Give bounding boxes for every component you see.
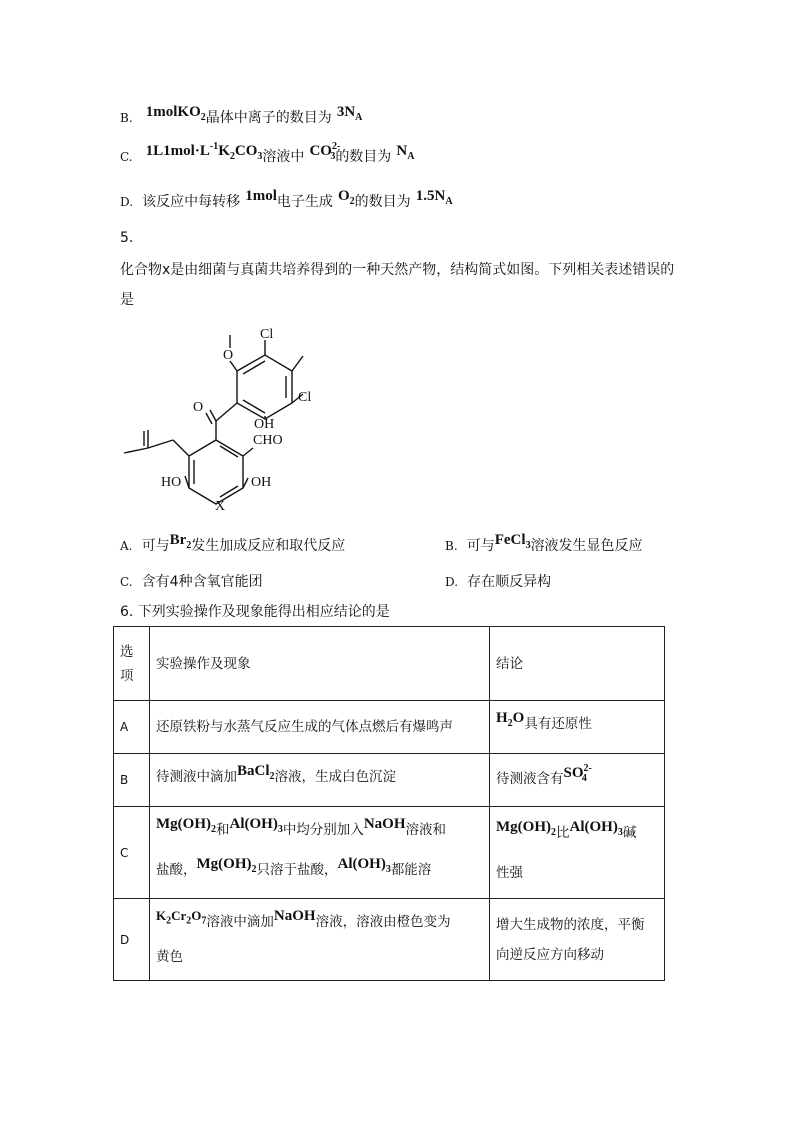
q5-option-a: [120, 532, 346, 557]
option-text: 溶液中: [262, 149, 305, 165]
q4-option-b: [120, 104, 363, 129]
option-text: 存在顺反异构: [467, 574, 552, 590]
row-conclusion: $Mg(OH)_2$比$Al(OH)_3$碱 性强: [490, 807, 665, 899]
header-operation: 实验操作及现象: [150, 627, 490, 701]
option-letter: C.: [120, 575, 133, 589]
formula-br2: $Br_2$: [169, 532, 192, 551]
option-text: 可与: [141, 538, 170, 554]
table-row: [114, 899, 665, 981]
row-conclusion: 待测液含有$SO^{2-}_4$: [490, 754, 665, 807]
formula-h2o: $H_2O$: [496, 710, 525, 729]
q4-option-d: [120, 188, 453, 213]
option-text-2: 的数目为: [335, 149, 392, 165]
question-6-stem: 6. 下列实验操作及现象能得出相应结论的是: [120, 604, 390, 620]
compound-x-structure: [115, 318, 345, 523]
table-header-row: [114, 627, 665, 701]
formula-1mol-ko2: 1molKO$_2$: [145, 104, 206, 123]
formula-1-5na: $1.5N_A$: [415, 188, 453, 207]
label-methoxy-o: O: [223, 348, 234, 363]
label-cho: CHO: [253, 433, 283, 448]
question-5-number: 5.: [120, 230, 134, 246]
option-letter: A.: [120, 539, 133, 553]
label-oh-mid: OH: [254, 417, 275, 432]
formula-o2: $O_2$: [337, 188, 355, 207]
label-compound-x: X: [215, 499, 226, 514]
option-text-2: 发生加成反应和取代反应: [191, 538, 346, 554]
formula-mgoh2: $Mg(OH)_2$: [156, 815, 216, 835]
structure-bonds: [124, 335, 303, 504]
option-text: 含有4种含氧官能团: [141, 574, 263, 590]
label-ho-left: HO: [161, 475, 182, 490]
formula-mgoh2: $Mg(OH)_2$: [496, 818, 556, 838]
formula-mgoh2: $Mg(OH)_2$: [196, 855, 257, 875]
row-operation: 还原铁粉与水蒸气反应生成的气体点燃后有爆鸣声: [150, 701, 490, 754]
q4-option-c: [120, 141, 415, 168]
formula-aloh3: $Al(OH)_3$: [569, 818, 623, 838]
row-label: D: [114, 899, 150, 981]
label-oh-right: OH: [251, 475, 272, 490]
option-letter: B.: [445, 539, 458, 553]
formula-bacl2: BaCl$_2$: [237, 763, 275, 782]
option-text: 晶体中离子的数目为: [205, 110, 332, 126]
formula-aloh3: $Al(OH)_3$: [229, 815, 283, 835]
row-conclusion: 增大生成物的浓度，平衡 向逆反应方向移动: [490, 899, 665, 981]
question-5-stem-line1: 化合物x是由细菌与真菌共培养得到的一种天然产物，结构简式如图。下列相关表述错误的: [120, 262, 675, 278]
option-letter: D.: [445, 575, 459, 589]
row-conclusion: $H_2O$具有还原性: [490, 701, 665, 754]
row-label: B: [114, 754, 150, 807]
formula-1mol: 1mol: [245, 188, 277, 204]
formula-3na: $3N_A$: [336, 104, 363, 123]
header-option: 选项: [114, 627, 150, 701]
formula-k2cr2o7: $K_2Cr_2O_7$: [156, 907, 207, 927]
row-label: A: [114, 701, 150, 754]
option-text-3: 的数目为: [354, 194, 411, 210]
row-label: C: [114, 807, 150, 899]
header-conclusion: 结论: [490, 627, 665, 701]
q5-option-d: [445, 571, 551, 591]
formula-aloh3: $Al(OH)_3$: [337, 855, 391, 875]
formula-fecl3: FeCl$_3$: [494, 532, 531, 551]
q5-option-b: [445, 532, 643, 557]
option-letter: D.: [120, 195, 134, 209]
option-letter: C.: [120, 150, 133, 164]
formula-k2co3-solution: $1L1mol\cdot L^{-1}K_2CO_3$: [145, 141, 263, 162]
option-letter: B.: [120, 111, 133, 125]
table-row: [114, 754, 665, 807]
question-5-stem-line2: 是: [120, 292, 134, 308]
option-text: 可与: [466, 538, 495, 554]
table-row: [114, 807, 665, 899]
formula-na: $N_A$: [396, 143, 415, 162]
row-operation: $Mg(OH)_2$和$Al(OH)_3$中均分别加入NaOH溶液和 盐酸，$Mg(OH)_2$只溶于盐酸，$Al(OH)_3$都能溶: [150, 807, 490, 899]
option-text-2: 电子生成: [276, 194, 333, 210]
q5-option-c: [120, 571, 263, 591]
label-cl-top: Cl: [260, 327, 274, 342]
row-operation: 待测液中滴加BaCl$_2$溶液，生成白色沉淀: [150, 754, 490, 807]
formula-so4-ion: $SO^{2-}_4$: [563, 763, 592, 784]
row-operation: $K_2Cr_2O_7$溶液中滴加NaOH溶液，溶液由橙色变为 黄色: [150, 899, 490, 981]
option-text-2: 溶液发生显色反应: [530, 538, 643, 554]
experiment-table: [113, 626, 665, 981]
table-row: [114, 701, 665, 754]
formula-naoh: NaOH: [273, 907, 316, 924]
label-carbonyl-o: O: [193, 400, 204, 415]
option-text: 该反应中每转移: [142, 194, 241, 210]
formula-co3-ion: $CO^{2-}_3$: [309, 141, 341, 162]
label-cl-right: Cl: [298, 390, 312, 405]
formula-naoh: NaOH: [363, 815, 406, 832]
